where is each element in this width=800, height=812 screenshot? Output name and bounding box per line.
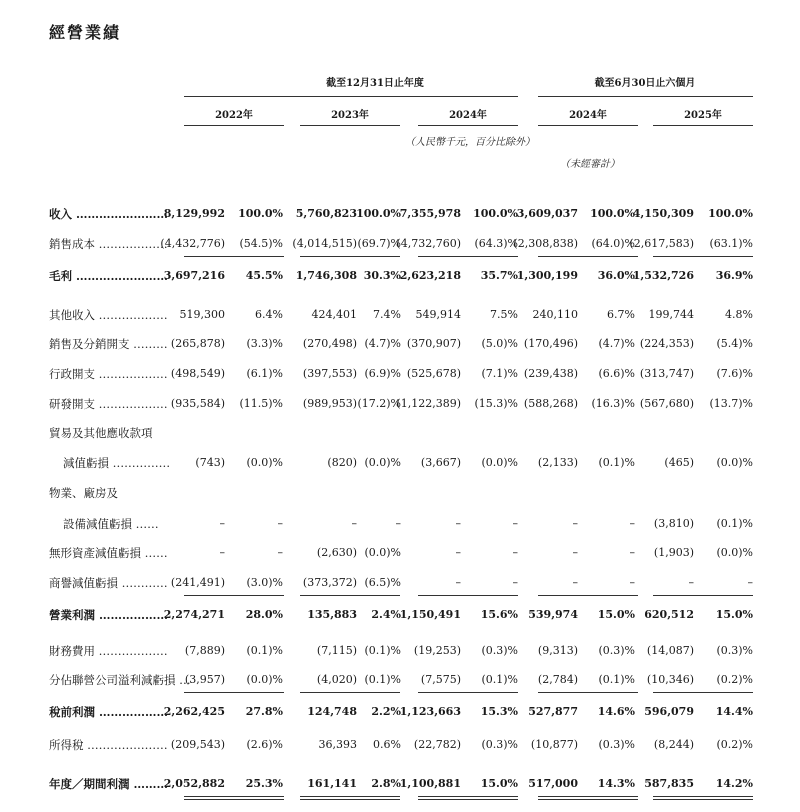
cell-2025-h1-pct: 36.9% <box>715 269 753 282</box>
cell-2022-pct: (0.0)% <box>246 673 283 686</box>
cell-2025-h1-amount: 1,532,726 <box>632 269 694 282</box>
cell-2025-h1-pct: (0.0)% <box>716 546 753 559</box>
cell-2024-pct: 15.0% <box>480 777 518 790</box>
cell-2023-pct: (6.9)% <box>364 367 401 380</box>
total-underline <box>300 692 400 693</box>
page-title: 經營業績 <box>49 23 122 42</box>
cell-2024-h1-pct: 100.0% <box>590 207 635 220</box>
cell-2023-pct: (0.1)% <box>364 673 401 686</box>
cell-2024-h1-amount: – <box>572 546 578 559</box>
cell-2024-h1-pct: 36.0% <box>597 269 635 282</box>
cell-2022-pct: (0.0)% <box>246 456 283 469</box>
year-rule-2022 <box>184 125 284 126</box>
total-underline <box>418 796 518 800</box>
cell-2024-h1-amount: – <box>572 576 578 589</box>
cell-2022-pct: – <box>277 517 283 530</box>
year-header-2022: 2022年 <box>215 110 253 121</box>
cell-2023-amount: (4,014,515) <box>292 237 357 250</box>
cell-2022-amount: – <box>219 546 225 559</box>
row-label: 分佔聯營公司溢利減虧損 … <box>49 673 191 687</box>
cell-2025-h1-amount: 587,835 <box>644 777 694 790</box>
cell-2024-amount: – <box>455 517 461 530</box>
row-label: 銷售及分銷開支 ……… <box>49 337 168 351</box>
total-underline <box>653 256 753 257</box>
row-label: 商譽減值虧損 ………… <box>49 576 168 590</box>
cell-2023-amount: – <box>351 517 357 530</box>
cell-2025-h1-pct: (63.1)% <box>709 237 753 250</box>
cell-2025-h1-amount: 199,744 <box>648 308 694 321</box>
fiscal-year-group-rule <box>184 96 518 97</box>
cell-2024-h1-pct: (0.1)% <box>598 673 635 686</box>
cell-2024-pct: 15.6% <box>480 608 518 621</box>
year-rule-2023 <box>300 125 400 126</box>
cell-2024-h1-amount: (10,877) <box>530 738 578 751</box>
total-underline <box>184 796 284 800</box>
cell-2024-pct: (5.0)% <box>481 337 518 350</box>
total-underline <box>418 595 518 596</box>
cell-2025-h1-amount: – <box>688 576 694 589</box>
row-label: 年度／期間利潤 ……… <box>49 777 169 791</box>
cell-2025-h1-pct: (13.7)% <box>709 397 753 410</box>
cell-2023-amount: 424,401 <box>311 308 357 321</box>
cell-2024-h1-amount: (2,784) <box>537 673 578 686</box>
cell-2025-h1-pct: (7.6)% <box>716 367 753 380</box>
cell-2024-h1-amount: 527,877 <box>528 705 578 718</box>
cell-2024-pct: 7.5% <box>490 308 518 321</box>
total-underline <box>653 692 753 693</box>
total-underline <box>538 595 638 596</box>
cell-2025-h1-amount: (567,680) <box>639 397 694 410</box>
cell-2023-amount: (397,553) <box>302 367 357 380</box>
year-rule-2025-h1 <box>653 125 753 126</box>
cell-2022-amount: (4,432,776) <box>160 237 225 250</box>
row-label: 貿易及其他應收款項 <box>49 426 153 440</box>
cell-2025-h1-amount: (1,903) <box>653 546 694 559</box>
cell-2022-amount: 2,274,271 <box>163 608 225 621</box>
cell-2024-amount: (19,253) <box>413 644 461 657</box>
year-header-2025-h1: 2025年 <box>684 110 722 121</box>
cell-2024-h1-pct: (0.1)% <box>598 456 635 469</box>
cell-2022-amount: 2,052,882 <box>163 777 225 790</box>
cell-2024-pct: 35.7% <box>480 269 518 282</box>
unaudited-note: （未經審計） <box>560 159 620 170</box>
cell-2022-amount: (935,584) <box>170 397 225 410</box>
cell-2024-amount: 1,100,881 <box>399 777 461 790</box>
cell-2025-h1-pct: 14.2% <box>715 777 753 790</box>
cell-2025-h1-amount: (14,087) <box>646 644 694 657</box>
total-underline <box>538 692 638 693</box>
cell-2024-h1-pct: – <box>629 576 635 589</box>
cell-2024-h1-pct: (4.7)% <box>598 337 635 350</box>
cell-2024-h1-amount: 1,300,199 <box>516 269 578 282</box>
cell-2025-h1-pct: 4.8% <box>725 308 753 321</box>
cell-2025-h1-pct: – <box>747 576 753 589</box>
cell-2024-pct: (15.3)% <box>474 397 518 410</box>
half-year-group-rule <box>538 96 753 97</box>
cell-2025-h1-pct: (0.2)% <box>716 738 753 751</box>
cell-2022-pct: 25.3% <box>245 777 283 790</box>
cell-2022-pct: (54.5)% <box>239 237 283 250</box>
cell-2024-pct: (64.3)% <box>474 237 518 250</box>
cell-2022-amount: (743) <box>195 456 225 469</box>
cell-2025-h1-pct: (0.1)% <box>716 517 753 530</box>
cell-2022-amount: 519,300 <box>179 308 225 321</box>
total-underline <box>653 595 753 596</box>
cell-2023-amount: 5,760,823 <box>295 207 357 220</box>
cell-2022-amount: (209,543) <box>170 738 225 751</box>
cell-2023-pct: 2.4% <box>371 608 401 621</box>
cell-2023-amount: 135,883 <box>307 608 357 621</box>
cell-2023-pct: 2.2% <box>371 705 401 718</box>
cell-2025-h1-amount: (313,747) <box>639 367 694 380</box>
year-header-2024: 2024年 <box>449 110 487 121</box>
cell-2024-h1-pct: 14.3% <box>597 777 635 790</box>
cell-2024-h1-amount: (2,308,838) <box>513 237 578 250</box>
cell-2024-amount: 7,355,978 <box>399 207 461 220</box>
cell-2022-amount: – <box>219 517 225 530</box>
cell-2025-h1-amount: 620,512 <box>644 608 694 621</box>
row-label: 毛利 …………………… <box>49 269 169 283</box>
cell-2023-pct: (0.0)% <box>364 546 401 559</box>
cell-2024-amount: 1,123,663 <box>399 705 461 718</box>
cell-2025-h1-amount: (10,346) <box>646 673 694 686</box>
cell-2024-h1-amount: – <box>572 517 578 530</box>
cell-2022-pct: 28.0% <box>245 608 283 621</box>
cell-2022-pct: (0.1)% <box>246 644 283 657</box>
cell-2025-h1-amount: 4,150,309 <box>632 207 694 220</box>
year-header-2023: 2023年 <box>331 110 369 121</box>
row-label: 無形資產減值虧損 …… <box>49 546 168 560</box>
cell-2024-amount: (525,678) <box>406 367 461 380</box>
cell-2024-h1-amount: (9,313) <box>537 644 578 657</box>
row-label: 銷售成本 ……………… <box>49 237 168 251</box>
total-underline <box>653 796 753 800</box>
row-label: 研發開支 ……………… <box>49 397 168 411</box>
cell-2024-h1-pct: (0.3)% <box>598 644 635 657</box>
cell-2023-amount: (4,020) <box>316 673 357 686</box>
cell-2025-h1-amount: (8,244) <box>653 738 694 751</box>
year-rule-2024 <box>418 125 518 126</box>
row-label: 其他收入 ……………… <box>49 308 168 322</box>
total-underline <box>300 796 400 800</box>
cell-2025-h1-amount: (2,617,583) <box>629 237 694 250</box>
cell-2023-amount: 36,393 <box>318 738 357 751</box>
cell-2024-pct: (7.1)% <box>481 367 518 380</box>
total-underline <box>418 256 518 257</box>
cell-2023-amount: 1,746,308 <box>295 269 357 282</box>
row-label: 營業利潤 ……………… <box>49 608 169 622</box>
cell-2023-pct: (0.0)% <box>364 456 401 469</box>
row-label: 行政開支 ……………… <box>49 367 168 381</box>
cell-2024-amount: 549,914 <box>415 308 461 321</box>
cell-2024-pct: (0.1)% <box>481 673 518 686</box>
cell-2022-pct: (3.0)% <box>246 576 283 589</box>
cell-2025-h1-pct: (0.2)% <box>716 673 753 686</box>
cell-2024-h1-pct: (6.6)% <box>598 367 635 380</box>
cell-2024-amount: (1,122,389) <box>396 397 461 410</box>
cell-2024-pct: 100.0% <box>473 207 518 220</box>
cell-2023-pct: 30.3% <box>363 269 401 282</box>
cell-2024-h1-amount: (170,496) <box>523 337 578 350</box>
cell-2023-amount: (2,630) <box>316 546 357 559</box>
total-underline <box>538 256 638 257</box>
cell-2024-h1-pct: (0.3)% <box>598 738 635 751</box>
cell-2022-pct: 45.5% <box>245 269 283 282</box>
cell-2024-amount: (7,575) <box>420 673 461 686</box>
total-underline <box>184 692 284 693</box>
cell-2024-h1-amount: 517,000 <box>528 777 578 790</box>
total-underline <box>300 256 400 257</box>
cell-2024-h1-pct: 15.0% <box>597 608 635 621</box>
cell-2025-h1-amount: (465) <box>664 456 694 469</box>
cell-2023-pct: (0.1)% <box>364 644 401 657</box>
cell-2024-pct: – <box>512 546 518 559</box>
cell-2024-h1-amount: (239,438) <box>523 367 578 380</box>
cell-2024-h1-amount: 539,974 <box>528 608 578 621</box>
cell-2024-h1-amount: (2,133) <box>537 456 578 469</box>
cell-2025-h1-amount: (224,353) <box>639 337 694 350</box>
cell-2024-h1-pct: (64.0)% <box>591 237 635 250</box>
cell-2022-amount: 3,697,216 <box>163 269 225 282</box>
cell-2025-h1-pct: (0.3)% <box>716 644 753 657</box>
row-label: 設備減值虧損 …… <box>63 517 159 531</box>
cell-2024-pct: (0.3)% <box>481 644 518 657</box>
cell-2024-h1-pct: 6.7% <box>607 308 635 321</box>
total-underline <box>184 595 284 596</box>
cell-2023-pct: – <box>395 517 401 530</box>
row-label: 稅前利潤 ……………… <box>49 705 169 719</box>
cell-2023-pct: (6.5)% <box>364 576 401 589</box>
cell-2023-pct: 2.8% <box>371 777 401 790</box>
cell-2023-pct: 7.4% <box>373 308 401 321</box>
cell-2023-pct: 0.6% <box>373 738 401 751</box>
half-year-group-label: 截至6月30日止六個月 <box>594 78 696 89</box>
cell-2023-pct: (4.7)% <box>364 337 401 350</box>
cell-2023-amount: (820) <box>327 456 357 469</box>
cell-2023-amount: (270,498) <box>302 337 357 350</box>
cell-2022-pct: – <box>277 546 283 559</box>
cell-2022-pct: (11.5)% <box>239 397 283 410</box>
cell-2022-amount: (265,878) <box>170 337 225 350</box>
fiscal-year-group-label: 截至12月31日止年度 <box>326 78 424 89</box>
cell-2022-pct: 100.0% <box>238 207 283 220</box>
cell-2024-h1-pct: – <box>629 517 635 530</box>
cell-2023-pct: (17.2)% <box>357 397 401 410</box>
cell-2024-pct: 15.3% <box>480 705 518 718</box>
cell-2024-h1-amount: (588,268) <box>523 397 578 410</box>
total-underline <box>184 256 284 257</box>
cell-2024-amount: (3,667) <box>420 456 461 469</box>
cell-2022-pct: (3.3)% <box>246 337 283 350</box>
cell-2024-amount: – <box>455 576 461 589</box>
cell-2022-amount: 2,262,425 <box>163 705 225 718</box>
cell-2023-pct: (69.7)% <box>357 237 401 250</box>
cell-2024-pct: (0.0)% <box>481 456 518 469</box>
cell-2022-amount: (241,491) <box>170 576 225 589</box>
cell-2022-amount: 8,129,992 <box>163 207 225 220</box>
cell-2025-h1-pct: 15.0% <box>715 608 753 621</box>
cell-2022-pct: (2.6)% <box>246 738 283 751</box>
cell-2024-h1-amount: 3,609,037 <box>516 207 578 220</box>
cell-2024-amount: 1,150,491 <box>399 608 461 621</box>
cell-2024-amount: (22,782) <box>413 738 461 751</box>
cell-2024-pct: (0.3)% <box>481 738 518 751</box>
cell-2024-pct: – <box>512 517 518 530</box>
cell-2022-pct: (6.1)% <box>246 367 283 380</box>
cell-2023-amount: (373,372) <box>302 576 357 589</box>
cell-2022-amount: (498,549) <box>170 367 225 380</box>
total-underline <box>418 692 518 693</box>
cell-2025-h1-pct: 14.4% <box>715 705 753 718</box>
cell-2024-h1-pct: (16.3)% <box>591 397 635 410</box>
cell-2023-amount: (7,115) <box>316 644 357 657</box>
total-underline <box>538 796 638 800</box>
row-label: 財務費用 ……………… <box>49 644 168 658</box>
cell-2024-pct: – <box>512 576 518 589</box>
cell-2023-amount: 161,141 <box>307 777 357 790</box>
cell-2023-amount: 124,748 <box>307 705 357 718</box>
cell-2025-h1-amount: (3,810) <box>653 517 694 530</box>
cell-2025-h1-amount: 596,079 <box>644 705 694 718</box>
total-underline <box>300 595 400 596</box>
cell-2023-pct: 100.0% <box>356 207 401 220</box>
cell-2022-amount: (3,957) <box>184 673 225 686</box>
cell-2023-amount: (989,953) <box>302 397 357 410</box>
cell-2022-pct: 6.4% <box>255 308 283 321</box>
cell-2024-h1-pct: – <box>629 546 635 559</box>
currency-note: （人民幣千元，百分比除外） <box>405 137 535 148</box>
cell-2024-amount: 2,623,218 <box>399 269 461 282</box>
year-rule-2024-h1 <box>538 125 638 126</box>
row-label: 物業、廠房及 <box>49 486 118 500</box>
cell-2025-h1-pct: (0.0)% <box>716 456 753 469</box>
row-label: 減值虧損 …………… <box>63 456 171 470</box>
cell-2024-h1-amount: 240,110 <box>532 308 578 321</box>
row-label: 收入 …………………… <box>49 207 169 221</box>
cell-2024-amount: (370,907) <box>406 337 461 350</box>
cell-2022-pct: 27.8% <box>245 705 283 718</box>
cell-2025-h1-pct: 100.0% <box>708 207 753 220</box>
cell-2024-amount: – <box>455 546 461 559</box>
cell-2024-h1-pct: 14.6% <box>597 705 635 718</box>
year-header-2024-h1: 2024年 <box>569 110 607 121</box>
cell-2024-amount: (4,732,760) <box>396 237 461 250</box>
cell-2022-amount: (7,889) <box>184 644 225 657</box>
row-label: 所得稅 ………………… <box>49 738 168 752</box>
cell-2025-h1-pct: (5.4)% <box>716 337 753 350</box>
